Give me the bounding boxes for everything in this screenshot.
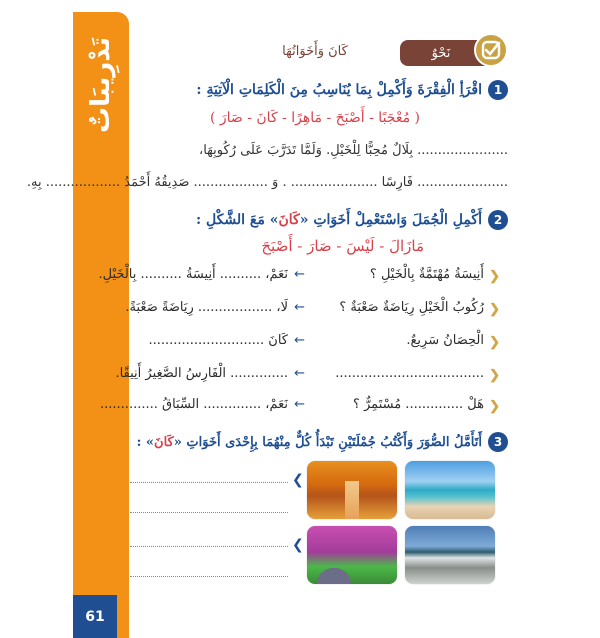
row-answer[interactable]: .............. الْفَارِسُ الصَّغِيرُ أَنِيقًا. xyxy=(115,366,288,381)
chevron-left-icon: ❮ xyxy=(489,399,500,414)
check-icon xyxy=(474,33,508,67)
autumn-trees-photo xyxy=(307,461,397,519)
row-answer[interactable]: نَعَمْ، .............. السِّبَاقُ .............. xyxy=(100,397,288,412)
row-question: أَنِيسَةُ مُهْتَمَّةٌ بِالْخَيْلِ ؟ xyxy=(369,267,484,282)
arrow-left-icon: ← xyxy=(294,366,305,381)
exercise-1-instruction: اقْرَأِ الْفِقْرَةَ وَأَكْمِلْ بِمَا يُنَاسِبُ مِنَ الْكَلِمَاتِ الْآتِيَةِ : xyxy=(196,82,482,98)
answer-line[interactable] xyxy=(130,576,288,577)
chevron-left-icon: ❮ xyxy=(489,368,500,383)
row-answer[interactable]: لَا، .................. رِيَاضَةً صَعْبَةً. xyxy=(125,300,288,315)
chevron-left-icon: ❮ xyxy=(489,302,500,317)
arrow-left-icon: ← xyxy=(294,397,305,412)
answer-line[interactable] xyxy=(130,512,288,513)
answer-line[interactable] xyxy=(130,546,288,547)
exercise-1-line-1: ...................... بِلَالٌ مُحِبًّا لِلْخَيْلِ. وَلَمَّا تَدَرَّبَ عَلَى رُكُوبِهَا، xyxy=(199,143,508,158)
chevron-left-icon: ❮ xyxy=(292,472,304,488)
exercise-1-line-2: ...................... فَارِسًا ..................... . وَ .................. صَدِيقُهُ أَحْمَدُ .................. بِهِ. xyxy=(26,175,508,190)
grammar-badge-label: نَحْوٌ xyxy=(431,45,451,61)
chevron-left-icon: ❮ xyxy=(489,335,500,350)
sea-waves-photo xyxy=(405,526,495,584)
exercise-2-instruction: أَكْمِلِ الْجُمَلَ وَاسْتَعْمِلْ أَخَوَاتِ «كَانَ» مَعَ الشَّكْلِ : xyxy=(196,212,482,228)
exercise-3-title xyxy=(137,432,508,452)
row-answer[interactable]: كَانَ ............................ xyxy=(148,333,288,348)
lesson-topic: كَانَ وَأَخَوَاتُهَا xyxy=(282,44,348,59)
exercise-number-badge: 3 xyxy=(488,432,508,452)
exercise-number-badge: 1 xyxy=(488,80,508,100)
chevron-left-icon: ❮ xyxy=(489,269,500,284)
chevron-left-icon: ❮ xyxy=(292,537,304,553)
exercise-3-instruction: أَتَأَمَّلُ الصُّوَرَ وَأَكْتُبُ جُمْلَتَيْنِ تَبْدَأُ كُلٌّ مِنْهُمَا بِإِحْدَى أَخَوَاتِ «كَانَ» : xyxy=(136,434,482,450)
row-question: الْحِصَانُ سَرِيعٌ. xyxy=(406,333,484,348)
page-number: 61 xyxy=(73,595,117,638)
row-answer[interactable]: نَعَمْ، .......... أَنِيسَةُ .......... بِالْخَيْلِ. xyxy=(98,267,288,282)
exercise-2-row xyxy=(115,365,500,387)
blossom-trees-photo xyxy=(307,526,397,584)
exercise-2-row xyxy=(140,332,500,354)
exercise-1-word-bank: ( مُعْجَبًا - أَصْبَحَ - مَاهِرًا - كَانَ - صَارَ ) xyxy=(209,110,420,126)
exercise-2-row xyxy=(98,266,500,288)
exercise-1-title xyxy=(196,80,508,100)
section-title: تَدْرِيبَاتٌ xyxy=(86,37,116,134)
row-question[interactable]: هَلْ .............. مُسْتَمِرٌّ ؟ xyxy=(352,397,484,412)
exercise-2-title xyxy=(196,210,508,230)
exercise-2-row xyxy=(125,299,500,321)
highlight-kana: كَانَ xyxy=(154,434,174,450)
row-question: رُكُوبُ الْخَيْلِ رِيَاضَةٌ صَعْبَةٌ ؟ xyxy=(339,300,484,315)
arrow-left-icon: ← xyxy=(294,300,305,315)
arrow-left-icon: ← xyxy=(294,333,305,348)
row-question[interactable]: .................................... xyxy=(335,366,484,381)
exercise-2-word-bank: مَازَالَ - لَيْسَ - صَارَ - أَصْبَحَ xyxy=(261,237,424,255)
exercise-2-row xyxy=(100,396,500,418)
answer-line[interactable] xyxy=(130,482,288,483)
highlight-kana: كَانَ xyxy=(278,212,300,228)
arrow-left-icon: ← xyxy=(294,267,305,282)
exercise-number-badge: 2 xyxy=(488,210,508,230)
beach-photo xyxy=(405,461,495,519)
